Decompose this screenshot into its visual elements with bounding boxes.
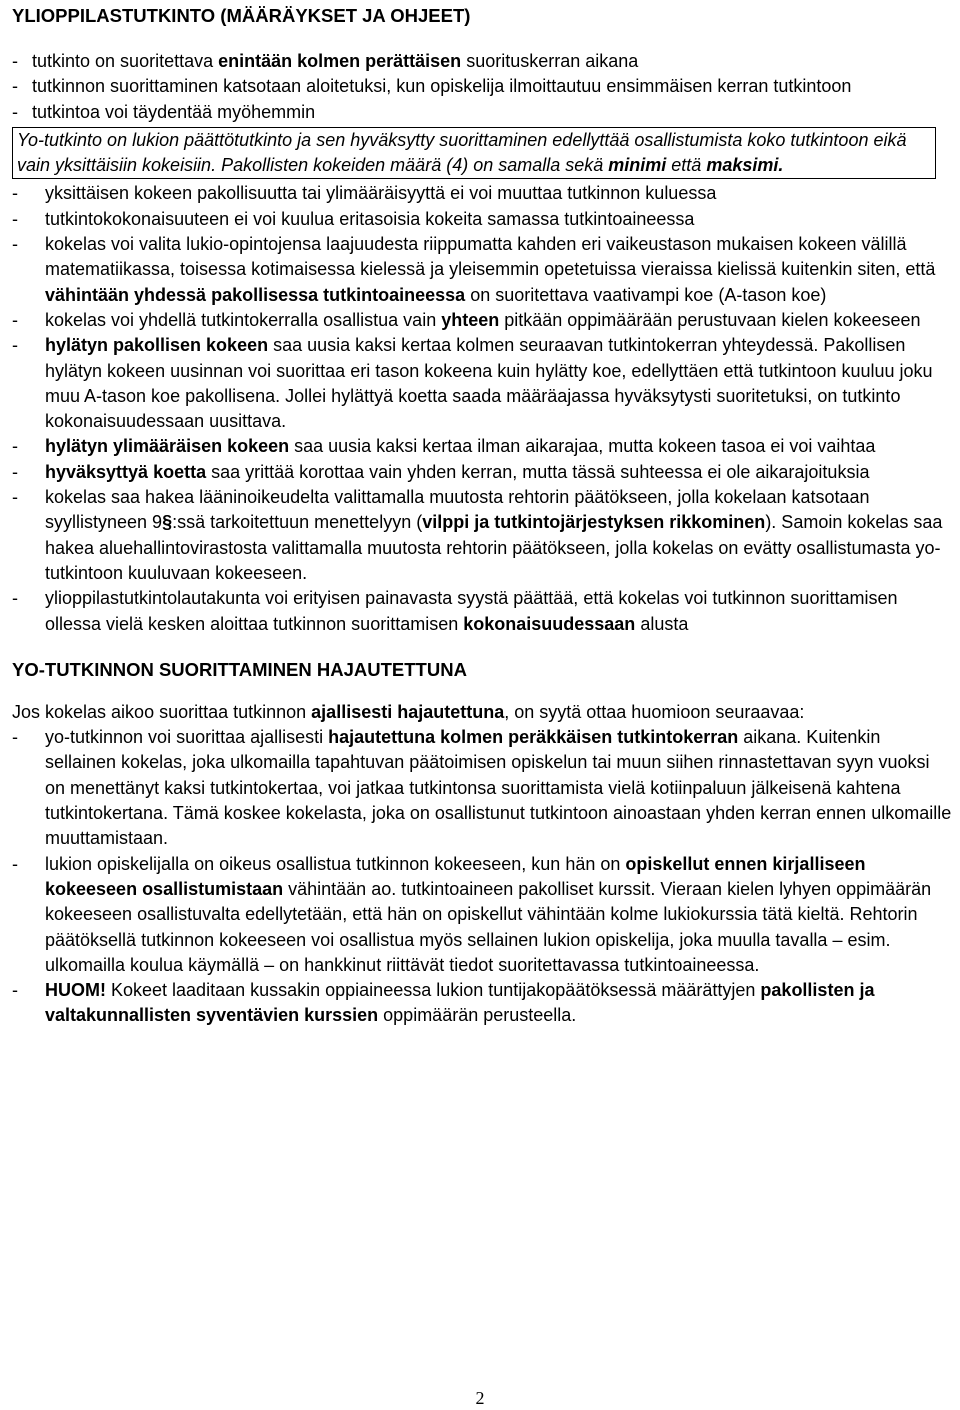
list-item: [12, 852, 952, 978]
bullet-dash: -: [12, 234, 18, 255]
list-item-text: [45, 308, 952, 333]
text-segment: lukion opiskelijalla on oikeus osallistua tutkinnon kokeeseen, kun hän on: [45, 853, 626, 874]
text-segment: oppimäärän perusteella.: [378, 1005, 577, 1026]
list-item: [12, 207, 952, 232]
bullet-dash: -: [12, 588, 18, 609]
list-item: [12, 485, 952, 586]
bold-text: vähintään yhdessä pakollisessa tutkintoaineessa: [45, 284, 466, 305]
text-segment: suorituskerran aikana: [461, 51, 639, 71]
notice-box: [12, 127, 936, 180]
text-segment: tutkinto on suoritettava: [32, 51, 219, 71]
text-segment: pitkään oppimäärään perustuvaan kielen kokeeseen: [499, 309, 921, 330]
bullet-dash: -: [12, 183, 18, 204]
section-list: [12, 725, 952, 1029]
list-item-text: [45, 207, 952, 232]
list-item: [12, 434, 952, 459]
text-segment: aikana. Kuitenkin sellainen kokelas, joka ulkomailla tapahtuvan päätoimisen opiskelun tai muun siihen rinnastettavan syyn vuoksi on menettänyt kaksi tutkintokertaa, voi jatkaa tutkintonsa suorittamista vielä kotiinpaluun jälkeisenä kahtena tutkintokertana. Tämä koskee kokelasta, joka on osallistunut tutkintoon ainoastaan yhden kerran ennen ulkomaille muuttamistaan.: [45, 727, 952, 849]
bold-text: §: [162, 512, 173, 533]
bullet-dash: -: [12, 487, 18, 508]
text-segment: että: [666, 155, 707, 176]
list-item-text: [45, 586, 952, 637]
bullet-dash: -: [12, 461, 18, 482]
document-page: [12, 3, 952, 1029]
text-segment: on suoritettava vaativampi koe (A-tason koe): [465, 284, 827, 305]
rules-list: [12, 181, 952, 636]
text-segment: ylioppilastutkintolautakunta voi erityisen painavasta syystä päättää, että kokelas voi tutkinnon suorittamisen ollessa vielä kesken aloittaa tutkinnon suorittamisen: [45, 588, 898, 634]
list-item: [12, 100, 952, 125]
list-item: [12, 49, 952, 74]
bold-text: hajautettuna kolmen peräkkäisen tutkintokerran: [328, 727, 739, 748]
list-item: [12, 586, 952, 637]
document-title: YLIOPPILASTUTKINTO (MÄÄRÄYKSET JA OHJEET): [12, 5, 471, 26]
list-item-text: [32, 74, 952, 99]
text-segment: saa yrittää korottaa vain yhden kerran, mutta tässä suhteessa ei ole aikarajoituksia: [206, 461, 870, 482]
bold-text: hyväksyttyä koetta: [45, 461, 207, 482]
bold-text: hylätyn pakollisen kokeen: [45, 335, 269, 356]
bold-text: ajallisesti hajautettuna: [311, 701, 505, 722]
bullet-dash: -: [12, 76, 18, 97]
bullet-dash: -: [12, 208, 18, 229]
list-item-text: [32, 100, 952, 125]
text-segment: Kokeet laaditaan kussakin oppiaineessa lukion tuntijakopäätöksessä määrättyjen: [106, 980, 761, 1001]
bold-text: minimi: [608, 155, 667, 176]
bold-text: enintään kolmen perättäisen: [218, 51, 462, 71]
text-segment: alusta: [635, 613, 689, 634]
text-segment: , on syytä ottaa huomioon seuraavaa:: [504, 701, 805, 722]
bullet-dash: -: [12, 101, 18, 122]
section-title: YO-TUTKINNON SUORITTAMINEN HAJAUTETTUNA: [12, 658, 467, 680]
list-item: [12, 978, 952, 1029]
text-segment: yo-tutkinnon voi suorittaa ajallisesti: [45, 727, 329, 748]
list-item: [12, 181, 952, 206]
bold-text: vilppi ja tutkintojärjestyksen rikkominen: [422, 512, 766, 533]
text-segment: :ssä tarkoitettuun menettelyyn (: [172, 512, 423, 533]
list-item-text: [32, 49, 952, 74]
text-segment: ). Samoin kokelas saa hakea aluehallintovirastosta valittamalla muutosta rehtorin päätökseen, jolla kokelas on evätty osallistumasta yo-tutkintoon kuuluvaan kokeeseen.: [45, 512, 943, 583]
text-segment: Yo-tutkinto on lukion päättötutkinto ja sen hyväksytty suorittaminen edellyttää osallistumista koko tutkintoon eikä vain yksittäisiin kokeisiin.: [17, 129, 907, 176]
list-item-text: [45, 460, 952, 485]
list-item-text: [45, 725, 952, 851]
list-item: [12, 232, 952, 308]
text-segment: kokelas voi yhdellä tutkintokerralla osallistua vain: [45, 309, 442, 330]
text-segment: Jos kokelas aikoo suorittaa tutkinnon: [12, 701, 312, 722]
bullet-dash: -: [12, 980, 18, 1001]
list-item: [12, 725, 952, 851]
text-segment: kokelas voi valita lukio-opintojensa laajuudesta riippumatta kahden eri vaikeustason mukaisen kokeen välillä matematiikassa, toisessa kotimaisessa kielessä ja yleisemmin opetetuissa vieraissa kielissä kuitenkin siten, että: [45, 234, 936, 280]
bold-text: maksimi.: [706, 155, 784, 176]
bullet-dash: -: [12, 436, 18, 457]
text-segment: tutkintoa voi täydentää myöhemmin: [32, 101, 316, 122]
bullet-dash: -: [12, 335, 18, 356]
section-intro: [12, 700, 952, 725]
list-item: [12, 308, 952, 333]
list-item-text: [45, 485, 952, 586]
text-segment: saa uusia kaksi kertaa ilman aikarajaa, mutta kokeen tasoa ei voi vaihtaa: [289, 436, 876, 457]
bold-text: yhteen: [441, 309, 500, 330]
bullet-dash: -: [12, 853, 18, 874]
bullet-dash: -: [12, 51, 18, 71]
text-segment: kokelas saa hakea lääninoikeudelta valittamalla muutosta rehtorin päätökseen, jolla kokelaan katsotaan syyllistyneen 9: [45, 487, 870, 533]
bold-text: pakollisten ja valtakunnallisten syventävien kurssien: [45, 980, 875, 1026]
text-segment: Pakollisten kokeiden määrä (4) on samalla sekä: [221, 155, 609, 176]
list-item: [12, 460, 952, 485]
bullet-dash: -: [12, 727, 18, 748]
list-item-text: [45, 978, 952, 1029]
list-item-text: [45, 852, 952, 978]
list-item: [12, 74, 952, 99]
bold-text: opiskellut ennen kirjalliseen kokeeseen osallistumistaan: [45, 853, 866, 899]
text-segment: yksittäisen kokeen pakollisuutta tai ylimääräisyyttä ei voi muuttaa tutkinnon kuluessa: [45, 183, 717, 204]
list-item: [12, 333, 952, 434]
list-item-text: [45, 434, 952, 459]
list-item-text: [45, 232, 952, 308]
list-item-text: [45, 181, 952, 206]
bold-text: kokonaisuudessaan: [463, 613, 636, 634]
text-segment: tutkinnon suorittaminen katsotaan aloitetuksi, kun opiskelija ilmoittautuu ensimmäisen kerran tutkintoon: [32, 76, 852, 97]
list-item-text: [45, 333, 952, 434]
text-segment: vähintään ao. tutkintoaineen pakolliset kurssit. Vieraan kielen lyhyen oppimäärän kokeeseen osallistuvalta edellytetään, että hän on opiskellut vähintään kolme lukiokurssia tätä kieltä. Rehtorin päätöksellä tutkinnon kokeeseen voi osallistua myös sellainen lukion opiskelija, joka muulla tavalla – esim. ulkomailla koulua käymällä – on hankkinut riittävät tiedot suoritettavassa tutkintoaineessa.: [45, 878, 932, 975]
page-number: 2: [475, 1388, 485, 1408]
intro-list: [12, 49, 952, 125]
text-segment: tutkintokokonaisuuteen ei voi kuulua eritasoisia kokeita samassa tutkintoaineessa: [45, 208, 695, 229]
bold-text: hylätyn ylimääräisen kokeen: [45, 436, 290, 457]
text-segment: saa uusia kaksi kertaa kolmen seuraavan tutkintokerran yhteydessä. Pakollisen hylätyn kokeen uusinnan voi suorittaa eri tason kokeena kuin hylätty koe, edellyttäen että tutkintoon kuuluu joku muu A-tason koe pakollisena. Jollei hylättyä koetta saada määräajassa hyväksytysti suoritetuksi, on tutkinto kokonaisuudessaan uusittava.: [45, 335, 933, 432]
bullet-dash: -: [12, 309, 18, 330]
bold-text: HUOM!: [45, 980, 106, 1001]
